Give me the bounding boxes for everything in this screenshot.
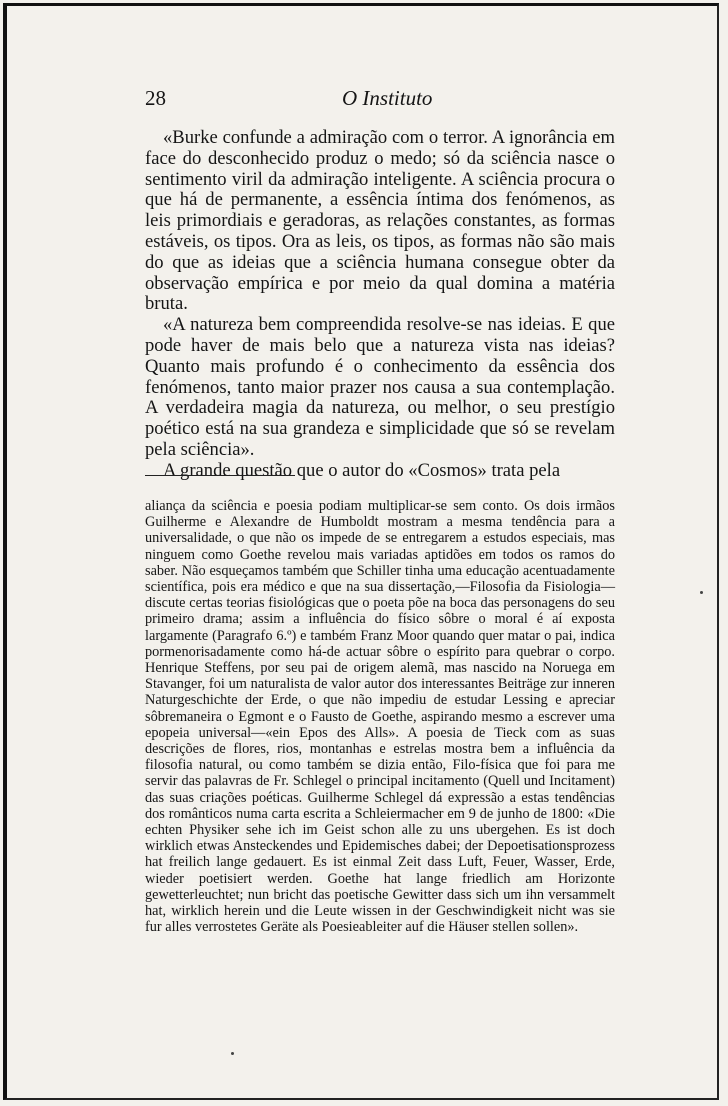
footnote-text: aliança da sciência e poesia podiam multiplicar-se sem conto. Os dois irmãos Guilherme e Alexandre de Humboldt mostram a mesma tendência para a universalidade, o que não os impede de se entregarem a estudos especiais, mas ninguem como Goethe revelou mais variadas aptidões em todos os ramos do saber. Não esqueçamos também que Schiller tinha uma educação acentuadamente scientífica, pois era médico e que na sua dissertação,—Filosofia da Fisiologia—discute certas teorias fisiológicas que o poeta põe na boca das personagens do seu primeiro drama; assim a influência do físico sôbre o moral é aí exposta largamente (Paragrafo 6.º) e também Franz Moor quando quer matar o pai, indica pormenorisadamente como há-de actuar sôbre o espírito para quebrar o corpo. Henrique Steffens, por seu pai de origem alemã, mas nascido na Noruega em Stavanger, foi um naturalista de valor autor dos interessantes Beiträge zur inneren Naturgeschichte der Erde, o que não impediu de estudar Lessing e apreciar sôbremaneira o Egmont e o Fausto de Goethe, aspirando mesmo a escrever uma epopeia universal—«ein Epos des Alls». A poesia de Tieck com as suas descrições de flores, rios, montanhas e estrelas mostra bem a influência da filosofia natural, ou como também se dizia então, Filo-física que foi para me servir das palavras de Fr. Schlegel o principal incitamento (Quell und Incitament) das suas criações poéticas. Guilherme Schlegel dá expressão a estas tendências dos românticos numa carta escrita a Schleiermacher em 9 de junho de 1800: «Die echten Physiker sehe ich im Geist schon alle zu uns ubergehen. Es ist doch wirklich etwas Ansteckendes und Epidemisches dabei; der Depoetisationsprozess hat freilich lange gedauert. Es ist einmal Zeit dass Luft, Feuer, Wasser, Erde, wieder poetisiert werden. Goethe hat lange friedlich am Horizonte gewetterleuchtet; nun bricht das poetische Gewitter dass sich um ihn versammelt hat, wirklich herein und die Leute wissen in der Geschwindigkeit nicht was sie fur alles verrostetes Geräte als Poesieableiter auf die Häuser stellen sollen». (145, 498, 615, 936)
body-paragraph-3: A grande questão que o autor do «Cosmos» trata pela (163, 459, 561, 481)
print-speck (231, 1052, 234, 1055)
main-text (145, 128, 615, 482)
running-title: O Instituto (342, 86, 433, 110)
body-paragraph-2: «A natureza bem compreendida resolve-se nas ideias. E que pode haver de mais belo que a natureza vista nas ideias? Quanto mais profundo é o conhecimento da essência dos fenómenos, tanto maior prazer nos causa a sua contemplação. A verdadeira magia da natureza, ou melhor, o seu prestígio poético está na sua grandeza e simplicidade que só se revelam pela sciência». (145, 314, 615, 460)
body-paragraph-1: «Burke confunde a admiração com o terror. A ignorância em face do desconhecido produz o medo; só da sciência nasce o sentimento viril da admiração inteligente. A sciência procura o que há de permanente, a essência íntima dos fenómenos, as leis primordiais e geradoras, as relações constantes, as formas estáveis, os tipos. Ora as leis, os tipos, as formas não são mais do que as ideias que a sciência humana consegue obter da observação empírica e por meio da qual domina a matéria bruta. (145, 127, 615, 315)
page-number: 28 (145, 86, 166, 110)
print-speck (700, 591, 703, 594)
footnote (145, 498, 615, 935)
page-header (145, 86, 615, 112)
footnote-separator (145, 475, 295, 476)
